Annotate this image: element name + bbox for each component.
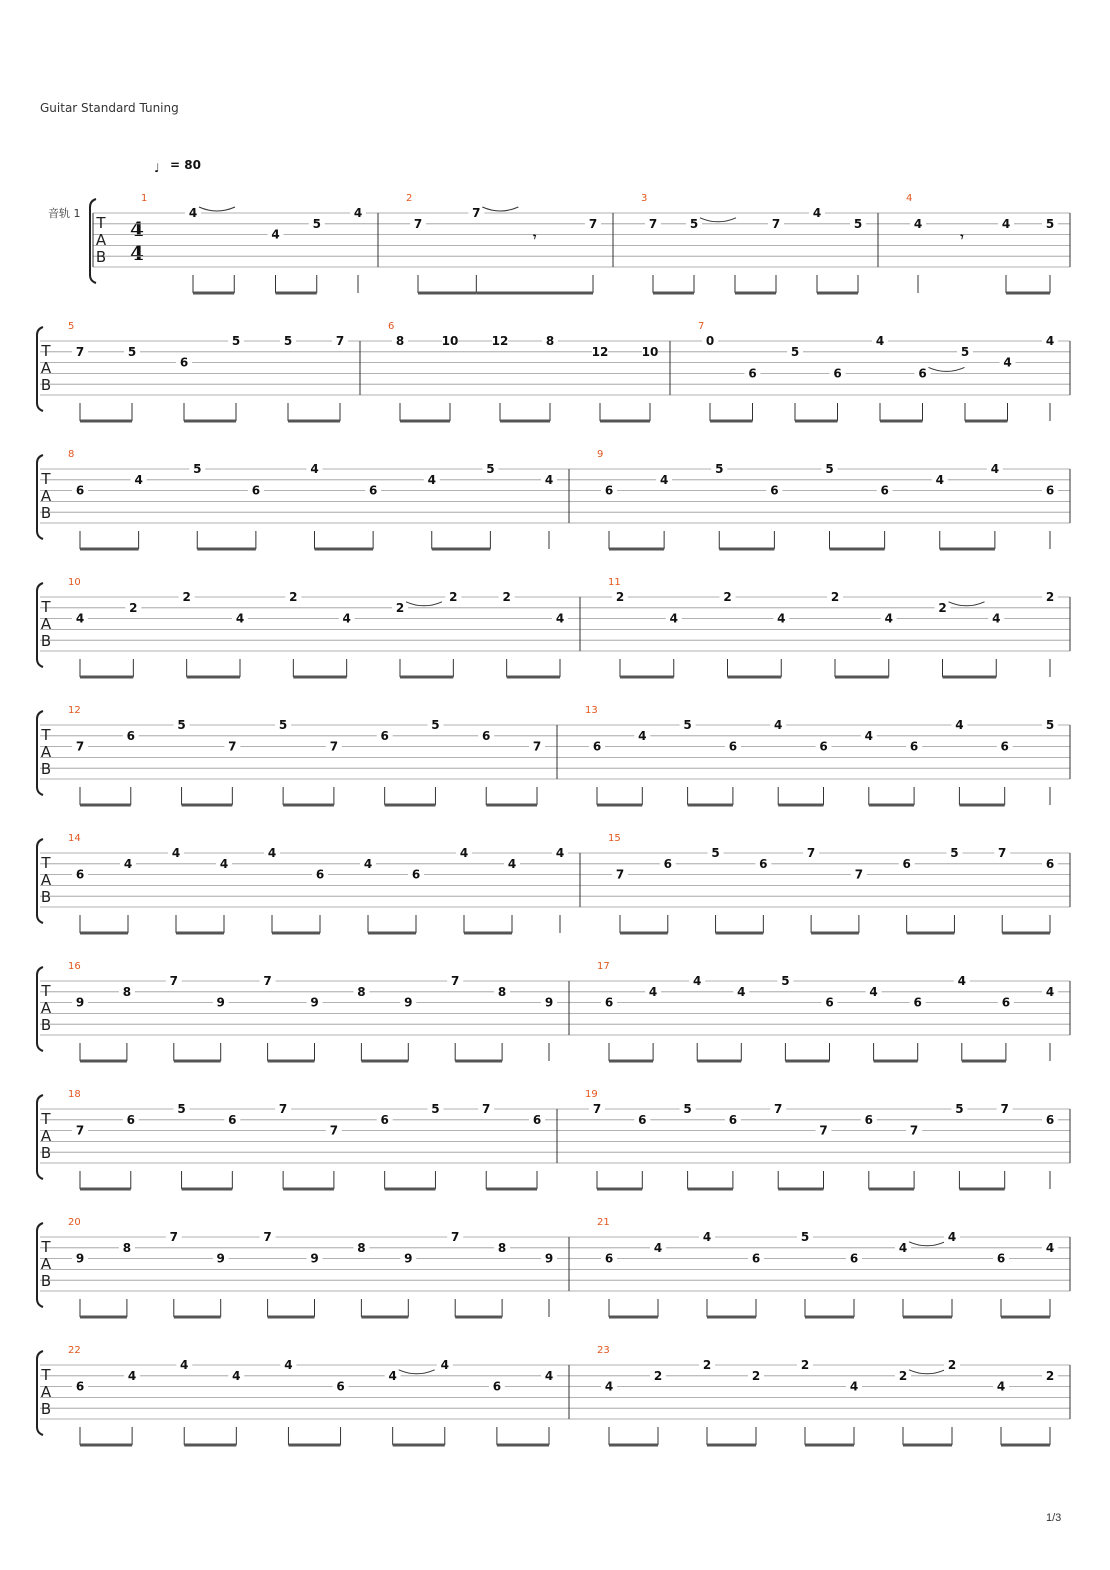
fret-number: 4 bbox=[235, 611, 245, 626]
fret-number: 7 bbox=[329, 1123, 339, 1138]
fret-number: 8 bbox=[357, 984, 366, 999]
fret-number: 4 bbox=[604, 1379, 614, 1394]
fret-number: 5 bbox=[278, 718, 288, 732]
fret-number: 4 bbox=[648, 984, 658, 999]
fret-number: 6 bbox=[748, 366, 757, 381]
fret-number: 4 bbox=[507, 856, 517, 871]
tab-clef-letter: A bbox=[40, 1127, 52, 1145]
tie-arc bbox=[482, 207, 518, 211]
fret-number: 2 bbox=[502, 590, 511, 604]
fret-number: 5 bbox=[177, 718, 186, 732]
fret-number: 7 bbox=[472, 206, 481, 220]
fret-number: 4 bbox=[342, 611, 351, 626]
fret-number: 7 bbox=[75, 739, 85, 754]
fret-number: 7 bbox=[592, 1102, 602, 1116]
tab-clef-letter: B bbox=[95, 248, 107, 266]
fret-number: 2 bbox=[449, 590, 458, 604]
fret-number: 5 bbox=[127, 344, 137, 359]
fret-number: 7 bbox=[169, 1230, 178, 1244]
tab-clef-letter: A bbox=[40, 999, 52, 1017]
tie-arc bbox=[929, 367, 965, 371]
fret-number: 6 bbox=[126, 728, 135, 743]
fret-number: 5 bbox=[1045, 718, 1055, 732]
tab-clef-letter: A bbox=[40, 487, 52, 505]
fret-number: 9 bbox=[544, 1251, 554, 1266]
tab-clef-letter: B bbox=[40, 1144, 52, 1162]
measure-number: 20 bbox=[68, 1217, 81, 1228]
fret-number: 4 bbox=[544, 472, 554, 487]
fret-number: 4 bbox=[353, 206, 363, 220]
fret-number: 4 bbox=[653, 1240, 663, 1255]
fret-number: 2 bbox=[395, 600, 405, 615]
fret-number: 9 bbox=[75, 995, 85, 1010]
fret-number: 4 bbox=[812, 206, 822, 220]
fret-number: 7 bbox=[75, 1123, 85, 1138]
fret-number: 6 bbox=[1045, 856, 1055, 871]
tab-clef-letter: A bbox=[40, 615, 52, 633]
measure-number: 6 bbox=[388, 321, 395, 332]
fret-number: 6 bbox=[75, 1379, 85, 1394]
fret-number: 4 bbox=[996, 1379, 1006, 1394]
tie-arc bbox=[909, 1370, 945, 1374]
tab-clef-letter: A bbox=[40, 743, 52, 761]
tab-clef-letter: T bbox=[41, 470, 51, 488]
fret-number: 2 bbox=[751, 1368, 761, 1383]
tie-arc bbox=[199, 207, 235, 211]
fret-number: 5 bbox=[431, 718, 440, 732]
fret-number: 6 bbox=[770, 483, 779, 498]
tie-arc bbox=[406, 602, 442, 606]
fret-number: 6 bbox=[336, 1379, 345, 1394]
tempo-text: = 80 bbox=[170, 158, 201, 172]
fret-number: 12 bbox=[591, 344, 609, 359]
fret-number: 9 bbox=[404, 995, 413, 1010]
fret-number: 4 bbox=[171, 846, 181, 860]
fret-number: 4 bbox=[555, 611, 565, 626]
fret-number: 2 bbox=[830, 590, 840, 604]
fret-number: 6 bbox=[75, 483, 85, 498]
fret-number: 5 bbox=[781, 974, 790, 988]
measure-number: 4 bbox=[906, 193, 913, 204]
measure-number: 3 bbox=[641, 193, 648, 204]
tab-clef-letter: B bbox=[40, 1400, 52, 1418]
fret-number: 5 bbox=[800, 1230, 810, 1244]
tab-clef-letter: B bbox=[40, 1016, 52, 1034]
fret-number: 6 bbox=[902, 856, 911, 871]
measure-number: 16 bbox=[68, 961, 81, 972]
fret-number: 5 bbox=[683, 718, 692, 732]
fret-number: 5 bbox=[825, 462, 834, 476]
measure-number: 22 bbox=[68, 1345, 81, 1356]
fret-number: 7 bbox=[819, 1123, 828, 1138]
fret-number: 4 bbox=[134, 472, 143, 487]
fret-number: 6 bbox=[880, 483, 889, 498]
fret-number: 6 bbox=[918, 366, 927, 381]
measure-number: 7 bbox=[698, 321, 705, 332]
fret-number: 2 bbox=[129, 600, 138, 615]
fret-number: 9 bbox=[216, 1251, 225, 1266]
fret-number: 4 bbox=[310, 462, 319, 476]
fret-number: 4 bbox=[180, 1358, 189, 1372]
fret-number: 6 bbox=[638, 1112, 647, 1127]
fret-number: 5 bbox=[955, 1102, 964, 1116]
fret-number: 4 bbox=[898, 1240, 908, 1255]
fret-number: 7 bbox=[263, 1230, 272, 1244]
fret-number: 2 bbox=[182, 590, 191, 604]
fret-number: 4 bbox=[955, 718, 964, 732]
fret-number: 4 bbox=[1045, 334, 1055, 348]
fret-number: 5 bbox=[312, 216, 321, 231]
measure-number: 9 bbox=[597, 449, 604, 460]
fret-number: 2 bbox=[947, 1358, 957, 1372]
fret-number: 4 bbox=[990, 462, 1000, 476]
fret-number: 6 bbox=[75, 867, 85, 882]
fret-number: 8 bbox=[122, 1240, 132, 1255]
tab-clef-letter: T bbox=[41, 342, 51, 360]
fret-number: 2 bbox=[653, 1368, 663, 1383]
fret-number: 7 bbox=[228, 739, 237, 754]
fret-number: 4 bbox=[75, 611, 85, 626]
fret-number: 0 bbox=[705, 334, 715, 348]
fret-number: 10 bbox=[441, 334, 459, 348]
measure-number: 15 bbox=[608, 833, 621, 844]
fret-number: 6 bbox=[315, 867, 325, 882]
fret-number: 6 bbox=[604, 1251, 614, 1266]
fret-number: 7 bbox=[75, 344, 85, 359]
fret-number: 2 bbox=[1045, 1368, 1055, 1383]
fret-number: 7 bbox=[532, 739, 542, 754]
fret-number: 5 bbox=[1045, 216, 1055, 231]
fret-number: 7 bbox=[588, 216, 598, 231]
measure-number: 17 bbox=[597, 961, 610, 972]
fret-number: 4 bbox=[864, 728, 873, 743]
fret-number: 6 bbox=[532, 1112, 542, 1127]
fret-number: 2 bbox=[289, 590, 298, 604]
fret-number: 6 bbox=[228, 1112, 237, 1127]
fret-number: 6 bbox=[1001, 995, 1011, 1010]
tie-arc bbox=[700, 218, 736, 222]
fret-number: 4 bbox=[127, 1368, 137, 1383]
fret-number: 7 bbox=[615, 867, 625, 882]
fret-number: 4 bbox=[427, 472, 436, 487]
tab-clef-letter: B bbox=[40, 376, 52, 394]
fret-number: 4 bbox=[992, 611, 1001, 626]
fret-number: 6 bbox=[592, 739, 602, 754]
measure-number: 14 bbox=[68, 833, 81, 844]
fret-number: 6 bbox=[380, 1112, 389, 1127]
fret-number: 2 bbox=[702, 1358, 712, 1372]
fret-number: 4 bbox=[284, 1358, 293, 1372]
tie-arc bbox=[909, 1242, 945, 1246]
fret-number: 6 bbox=[864, 1112, 873, 1127]
fret-number: 7 bbox=[648, 216, 658, 231]
tab-clef-letter: B bbox=[40, 1272, 52, 1290]
fret-number: 9 bbox=[310, 1251, 319, 1266]
tab-clef-letter: B bbox=[40, 504, 52, 522]
tab-clef-letter: T bbox=[41, 982, 51, 1000]
fret-number: 9 bbox=[544, 995, 554, 1010]
fret-number: 4 bbox=[544, 1368, 554, 1383]
fret-number: 4 bbox=[774, 718, 783, 732]
fret-number: 9 bbox=[404, 1251, 413, 1266]
fret-number: 7 bbox=[451, 1230, 460, 1244]
fret-number: 4 bbox=[232, 1368, 241, 1383]
fret-number: 8 bbox=[545, 334, 555, 348]
time-signature-bottom: 4 bbox=[130, 241, 144, 265]
fret-number: 7 bbox=[909, 1123, 919, 1138]
fret-number: 6 bbox=[996, 1251, 1006, 1266]
fret-number: 4 bbox=[737, 984, 746, 999]
fret-number: 4 bbox=[869, 984, 878, 999]
fret-number: 2 bbox=[1045, 590, 1055, 604]
fret-number: 4 bbox=[702, 1230, 712, 1244]
fret-number: 4 bbox=[659, 472, 669, 487]
fret-number: 7 bbox=[169, 974, 178, 988]
fret-number: 6 bbox=[751, 1251, 761, 1266]
fret-number: 6 bbox=[482, 728, 491, 743]
track-name: 音轨 1 bbox=[48, 207, 81, 220]
fret-number: 5 bbox=[711, 846, 720, 860]
fret-number: 5 bbox=[193, 462, 202, 476]
tab-clef-letter: T bbox=[41, 1366, 51, 1384]
fret-number: 6 bbox=[492, 1379, 502, 1394]
fret-number: 4 bbox=[388, 1368, 397, 1383]
fret-number: 4 bbox=[1003, 355, 1012, 370]
measure-number: 2 bbox=[406, 193, 413, 204]
fret-number: 6 bbox=[1000, 739, 1009, 754]
fret-number: 5 bbox=[231, 334, 241, 348]
fret-number: 4 bbox=[267, 846, 277, 860]
fret-number: 5 bbox=[486, 462, 495, 476]
fret-number: 7 bbox=[329, 739, 339, 754]
fret-number: 2 bbox=[723, 590, 732, 604]
fret-number: 4 bbox=[875, 334, 885, 348]
fret-number: 6 bbox=[663, 856, 672, 871]
page-number: 1/3 bbox=[1046, 1512, 1062, 1524]
fret-number: 4 bbox=[947, 1230, 957, 1244]
fret-number: 6 bbox=[909, 739, 919, 754]
tab-clef-letter: A bbox=[95, 231, 107, 249]
measure-number: 1 bbox=[141, 193, 148, 204]
fret-number: 4 bbox=[1045, 984, 1055, 999]
fret-number: 7 bbox=[451, 974, 460, 988]
fret-number: 5 bbox=[689, 216, 699, 231]
fret-number: 7 bbox=[806, 846, 816, 860]
fret-number: 6 bbox=[251, 483, 261, 498]
fret-number: 6 bbox=[1045, 1112, 1055, 1127]
tab-clef-letter: T bbox=[41, 598, 51, 616]
fret-number: 4 bbox=[440, 1358, 449, 1372]
measure-number: 19 bbox=[585, 1089, 598, 1100]
measure-number: 8 bbox=[68, 449, 75, 460]
fret-number: 7 bbox=[413, 216, 423, 231]
fret-number: 4 bbox=[884, 611, 893, 626]
tie-arc bbox=[399, 1370, 435, 1374]
tab-clef-letter: T bbox=[41, 1110, 51, 1128]
tempo-note-icon: ♩ bbox=[154, 161, 160, 175]
fret-number: 7 bbox=[482, 1102, 491, 1116]
fret-number: 5 bbox=[960, 344, 970, 359]
fret-number: 8 bbox=[395, 334, 405, 348]
fret-number: 6 bbox=[849, 1251, 859, 1266]
fret-number: 4 bbox=[638, 728, 647, 743]
fret-number: 5 bbox=[715, 462, 724, 476]
eighth-rest-icon: 𝄾 bbox=[960, 230, 964, 244]
fret-number: 6 bbox=[833, 366, 842, 381]
fret-number: 8 bbox=[497, 1240, 507, 1255]
fret-number: 4 bbox=[669, 611, 678, 626]
tuning-label: Guitar Standard Tuning bbox=[40, 101, 179, 115]
fret-number: 7 bbox=[771, 216, 781, 231]
fret-number: 8 bbox=[497, 984, 507, 999]
tab-clef-letter: A bbox=[40, 1383, 52, 1401]
fret-number: 4 bbox=[913, 216, 923, 231]
fret-number: 10 bbox=[641, 344, 659, 359]
fret-number: 5 bbox=[853, 216, 863, 231]
fret-number: 4 bbox=[219, 856, 229, 871]
fret-number: 5 bbox=[283, 334, 293, 348]
measure-number: 5 bbox=[68, 321, 75, 332]
fret-number: 4 bbox=[188, 206, 198, 220]
fret-number: 4 bbox=[123, 856, 133, 871]
fret-number: 2 bbox=[898, 1368, 908, 1383]
fret-number: 5 bbox=[950, 846, 959, 860]
fret-number: 6 bbox=[368, 483, 378, 498]
fret-number: 12 bbox=[491, 334, 509, 348]
fret-number: 4 bbox=[1001, 216, 1011, 231]
fret-number: 4 bbox=[935, 472, 944, 487]
fret-number: 4 bbox=[271, 227, 280, 242]
fret-number: 6 bbox=[825, 995, 834, 1010]
fret-number: 4 bbox=[849, 1379, 859, 1394]
fret-number: 6 bbox=[604, 483, 614, 498]
fret-number: 2 bbox=[800, 1358, 810, 1372]
fret-number: 5 bbox=[790, 344, 800, 359]
tab-clef-letter: T bbox=[41, 854, 51, 872]
tab-clef-letter: B bbox=[40, 888, 52, 906]
fret-number: 4 bbox=[555, 846, 565, 860]
fret-number: 7 bbox=[263, 974, 272, 988]
fret-number: 7 bbox=[1000, 1102, 1009, 1116]
fret-number: 8 bbox=[357, 1240, 366, 1255]
fret-number: 8 bbox=[122, 984, 132, 999]
fret-number: 9 bbox=[216, 995, 225, 1010]
fret-number: 6 bbox=[728, 739, 738, 754]
tab-clef-letter: A bbox=[40, 871, 52, 889]
measure-number: 12 bbox=[68, 705, 81, 716]
fret-number: 7 bbox=[998, 846, 1007, 860]
measure-number: 13 bbox=[585, 705, 598, 716]
measure-number: 11 bbox=[608, 577, 621, 588]
fret-number: 4 bbox=[459, 846, 469, 860]
tab-clef-letter: B bbox=[40, 760, 52, 778]
fret-number: 7 bbox=[774, 1102, 783, 1116]
tie-arc bbox=[949, 602, 985, 606]
fret-number: 6 bbox=[759, 856, 768, 871]
fret-number: 5 bbox=[431, 1102, 440, 1116]
fret-number: 6 bbox=[604, 995, 614, 1010]
fret-number: 9 bbox=[75, 1251, 85, 1266]
measure-number: 18 bbox=[68, 1089, 81, 1100]
fret-number: 6 bbox=[819, 739, 828, 754]
fret-number: 5 bbox=[683, 1102, 692, 1116]
fret-number: 6 bbox=[380, 728, 389, 743]
fret-number: 6 bbox=[179, 355, 189, 370]
fret-number: 2 bbox=[615, 590, 625, 604]
fret-number: 2 bbox=[938, 600, 947, 615]
fret-number: 6 bbox=[126, 1112, 135, 1127]
fret-number: 6 bbox=[728, 1112, 738, 1127]
measure-number: 10 bbox=[68, 577, 81, 588]
fret-number: 6 bbox=[411, 867, 421, 882]
measure-number: 23 bbox=[597, 1345, 610, 1356]
fret-number: 4 bbox=[777, 611, 786, 626]
fret-number: 5 bbox=[177, 1102, 186, 1116]
fret-number: 7 bbox=[278, 1102, 288, 1116]
fret-number: 7 bbox=[854, 867, 864, 882]
tab-clef-letter: A bbox=[40, 1255, 52, 1273]
tab-clef-letter: T bbox=[41, 726, 51, 744]
eighth-rest-icon: 𝄾 bbox=[533, 230, 537, 244]
fret-number: 6 bbox=[1045, 483, 1055, 498]
fret-number: 7 bbox=[335, 334, 345, 348]
fret-number: 9 bbox=[310, 995, 319, 1010]
time-signature-top: 4 bbox=[130, 217, 144, 241]
fret-number: 4 bbox=[1045, 1240, 1055, 1255]
fret-number: 4 bbox=[693, 974, 702, 988]
tab-clef-letter: T bbox=[41, 1238, 51, 1256]
fret-number: 4 bbox=[363, 856, 373, 871]
tab-clef-letter: B bbox=[40, 632, 52, 650]
tab-clef-letter: T bbox=[96, 214, 106, 232]
fret-number: 4 bbox=[957, 974, 966, 988]
measure-number: 21 bbox=[597, 1217, 610, 1228]
fret-number: 6 bbox=[913, 995, 922, 1010]
tab-clef-letter: A bbox=[40, 359, 52, 377]
